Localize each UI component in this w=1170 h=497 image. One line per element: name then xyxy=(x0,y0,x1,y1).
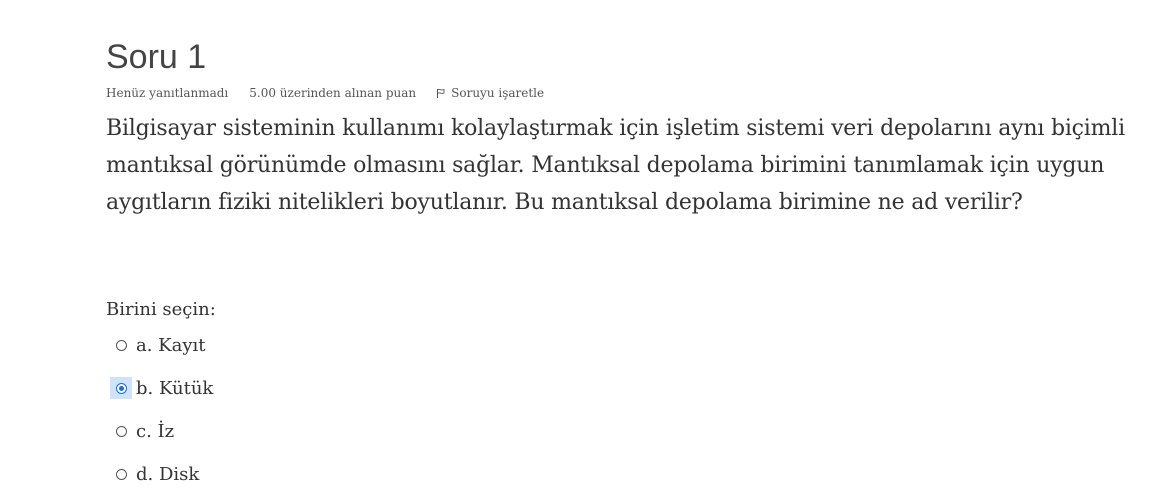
radio-button-c[interactable] xyxy=(116,426,127,437)
answer-prompt: Birini seçin: xyxy=(106,299,216,320)
answer-label-b: b. Kütük xyxy=(136,377,214,399)
answer-option-b[interactable] xyxy=(110,375,213,401)
flag-icon xyxy=(436,88,445,98)
answer-option-a[interactable] xyxy=(110,332,213,358)
answer-option-d[interactable] xyxy=(110,461,213,487)
radio-button-a[interactable] xyxy=(116,340,127,351)
radio-wrapper xyxy=(110,463,132,485)
answer-label-c: c. İz xyxy=(136,420,175,442)
radio-wrapper-selected xyxy=(110,377,132,399)
radio-button-b[interactable] xyxy=(116,383,127,394)
answer-option-c[interactable] xyxy=(110,418,213,444)
question-text: Bilgisayar sisteminin kullanımı kolaylaştırmak için işletim sistemi veri depolarını aynı biçimli mantıksal görünümde olmasını sağlar. Mantıksal depolama birimini tanımlamak için uygun aygıtların fiziki nitelikleri boyutlanır. Bu mantıksal depolama birimine ne ad verilir? xyxy=(106,116,1125,215)
answer-options xyxy=(110,332,213,497)
radio-wrapper xyxy=(110,420,132,442)
flag-question-link[interactable] xyxy=(436,86,544,100)
question-grade: 5.00 üzerinden alınan puan xyxy=(249,86,417,100)
question-info xyxy=(106,86,544,100)
question-state: Henüz yanıtlanmadı xyxy=(106,86,229,100)
radio-wrapper xyxy=(110,334,132,356)
answer-label-d: d. Disk xyxy=(136,463,200,485)
radio-button-d[interactable] xyxy=(116,469,127,480)
question-title: Soru 1 xyxy=(106,38,207,76)
flag-question-label: Soruyu işaretle xyxy=(451,86,545,100)
answer-label-a: a. Kayıt xyxy=(136,334,206,356)
